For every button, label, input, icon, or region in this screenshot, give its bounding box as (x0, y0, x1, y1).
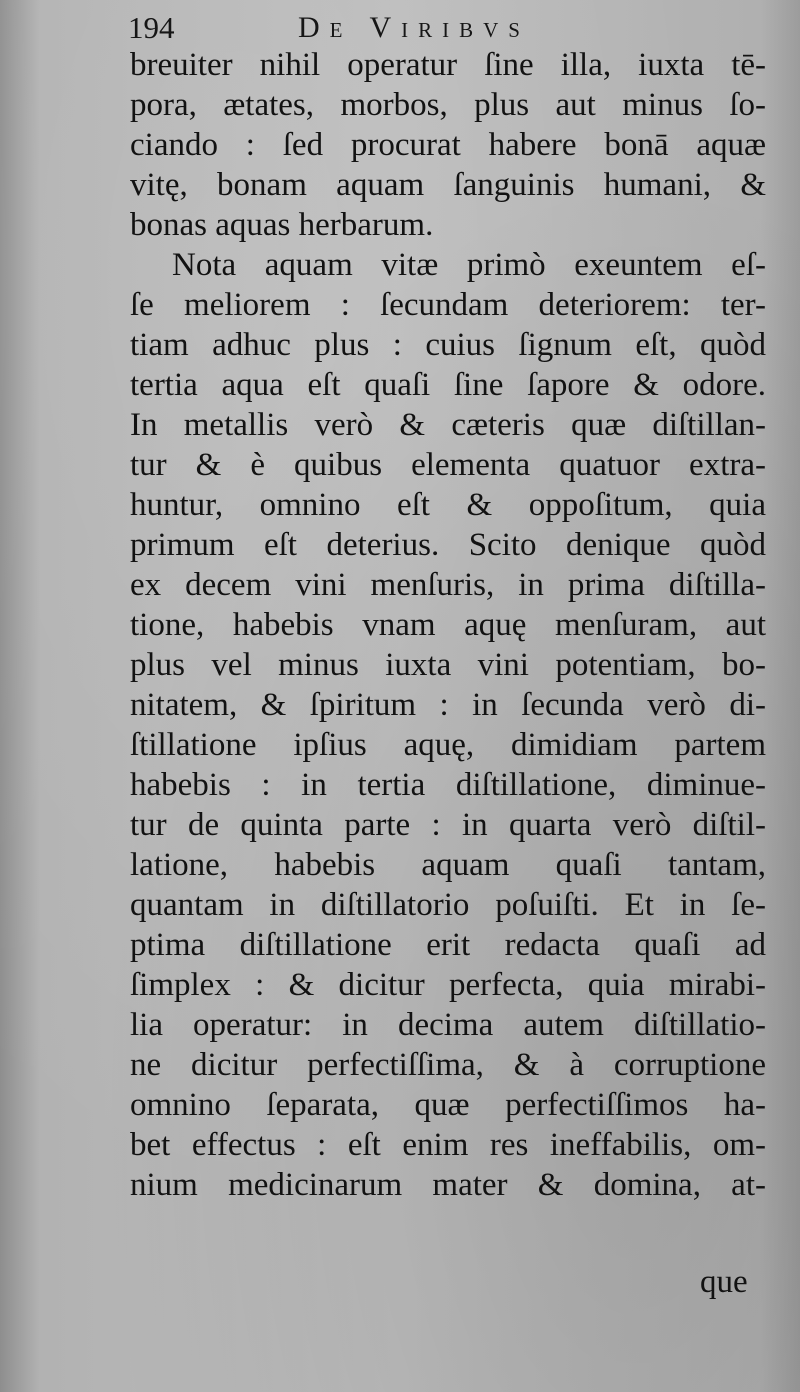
text-line: ptima diſtillatione erit redacta quaſi ad (130, 927, 766, 963)
text-line: In metallis verò & cæteris quæ diſtillan- (130, 407, 766, 443)
text-line: tertia aqua eſt quaſi ſine ſapore & odore. (130, 367, 766, 403)
text-line: ne dicitur perfectiſſima, & à corruptione (130, 1047, 766, 1083)
text-line: Nota aquam vitæ primò exeuntem eſ- (172, 247, 766, 283)
text-line: lia operatur: in decima autem diſtillatio- (130, 1007, 766, 1043)
text-line: ſimplex : & dicitur perfecta, quia mirabi- (130, 967, 766, 1003)
text-line: ſe meliorem : ſecundam deteriorem: ter- (130, 287, 766, 323)
text-line: bet effectus : eſt enim res ineffabilis, om- (130, 1127, 766, 1163)
page-header (128, 8, 768, 48)
text-line: breuiter nihil operatur ſine illa, iuxta tē- (130, 47, 766, 83)
running-head: De Viribvs (298, 11, 530, 44)
text-line: huntur, omnino eſt & oppoſitum, quia (130, 487, 766, 523)
text-line: primum eſt deterius. Scito denique quòd (130, 527, 766, 563)
page-number: 194 (128, 10, 175, 45)
text-line: tur & è quibus elementa quatuor extra- (130, 447, 766, 483)
text-line: latione, habebis aquam quaſi tantam, (130, 847, 766, 883)
catchword: que (700, 1264, 748, 1300)
text-line: tiam adhuc plus : cuius ſignum eſt, quòd (130, 327, 766, 363)
text-line: ex decem vini menſuris, in prima diſtilla- (130, 567, 766, 603)
text-line: nitatem, & ſpiritum : in ſecunda verò di- (130, 687, 766, 723)
text-line: omnino ſeparata, quæ perfectiſſimos ha- (130, 1087, 766, 1123)
text-line: nium medicinarum mater & domina, at- (130, 1167, 766, 1203)
text-line: vitę, bonam aquam ſanguinis humani, & (130, 167, 766, 203)
text-line: habebis : in tertia diſtillatione, diminue- (130, 767, 766, 803)
text-line: plus vel minus iuxta vini potentiam, bo- (130, 647, 766, 683)
text-line: pora, ætates, morbos, plus aut minus ſo- (130, 87, 766, 123)
text-line: tur de quinta parte : in quarta verò diſtil- (130, 807, 766, 843)
text-line: bonas aquas herbarum. (130, 207, 434, 243)
text-line: quantam in diſtillatorio poſuiſti. Et in ſe- (130, 887, 766, 923)
text-line: ciando : ſed procurat habere bonā aquæ (130, 127, 766, 163)
text-line: ſtillatione ipſius aquę, dimidiam partem (130, 727, 766, 763)
text-line: tione, habebis vnam aquę menſuram, aut (130, 607, 766, 643)
text-block (130, 45, 766, 1205)
